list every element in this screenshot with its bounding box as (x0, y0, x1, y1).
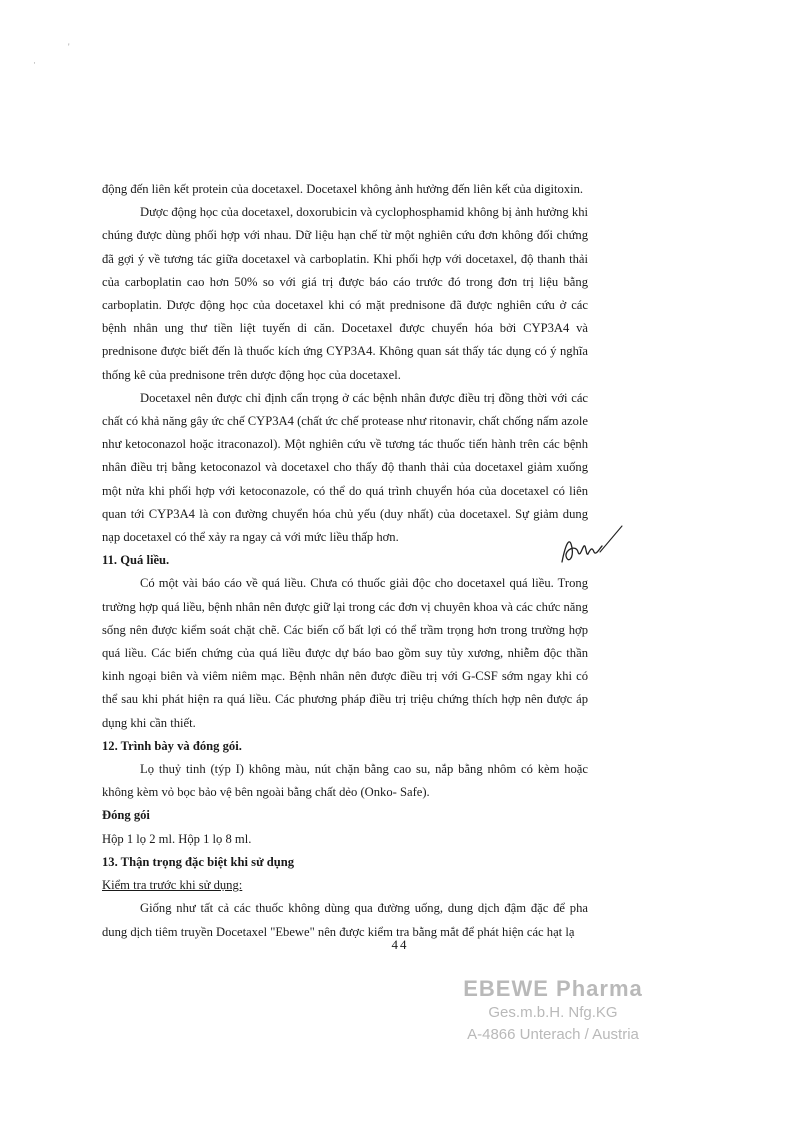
document-body (102, 178, 588, 944)
section-heading: 11. Quá liều. (102, 553, 170, 568)
paragraph: Lọ thuỷ tinh (týp I) không màu, nút chặn bằng cao su, nắp bằng nhôm có kèm hoặc không kèm vỏ bọc bảo vệ bên ngoài bằng chất dẻo (Onko- Safe). (102, 762, 588, 800)
handwritten-signature (556, 522, 626, 570)
paragraph: Dược động học của docetaxel, doxorubicin và cyclophosphamid không bị ảnh hưởng khi chúng được dùng phối hợp với nhau. Dữ liệu hạn chế từ một nghiên cứu đơn không đối chứng đã gợi ý về tương tác giữa docetaxel và carboplatin. Khi phối hợp với docetaxel, độ thanh thải của carboplatin cao hơn 50% so với giá trị được báo cáo trước đó trong đơn trị liệu bằng carboplatin. Dược động học của docetaxel khi có mặt prednisone đã được nghiên cứu ở các bệnh nhân ung thư tiền liệt tuyến di căn. Docetaxel được chuyển hóa bởi CYP3A4 và prednisone được biết đến là thuốc kích ứng CYP3A4. Không quan sát thấy tác dụng có ý nghĩa thống kê của prednisone trên dược động học của docetaxel. (102, 205, 588, 382)
scan-speck: · (33, 58, 36, 68)
stamp-address: A-4866 Unterach / Austria (467, 1026, 639, 1043)
paragraph: Có một vài báo cáo về quá liều. Chưa có thuốc giải độc cho docetaxel quá liều. Trong trường hợp quá liều, bệnh nhân nên được giữ lại trong các đơn vị chuyên khoa và các chức năng sống nên được kiểm soát chặt chẽ. Các biến cố bất lợi có thể trầm trọng hơn trong trường hợp quá liều. Các biến chứng của quá liều được dự báo bao gồm suy tủy xương, nhiễm độc thần kinh ngoại biên và viêm niêm mạc. Bệnh nhân nên được điều trị với G-CSF sớm ngay khi có thể sau khi phát hiện ra quá liều. Các phương pháp điều trị triệu chứng thích hợp nên được áp dụng khi cần thiết. (102, 576, 588, 730)
section-heading: 13. Thận trọng đặc biệt khi sử dụng (102, 854, 295, 869)
paragraph: động đến liên kết protein của docetaxel. Docetaxel không ảnh hưởng đến liên kết của digitoxin. (102, 182, 584, 196)
paragraph: Hộp 1 lọ 2 ml. Hộp 1 lọ 8 ml. (102, 831, 252, 846)
section-heading: 12. Trình bày và đóng gói. (102, 738, 242, 753)
paragraph: Giống như tất cả các thuốc không dùng qua đường uống, dung dịch đậm đặc để pha dung dịch tiêm truyền Docetaxel "Ebewe" nên được kiểm tra bằng mắt để phát hiện các hạt lạ (102, 901, 588, 939)
page-number: 44 (391, 937, 409, 952)
subheading: Đóng gói (102, 808, 150, 823)
scan-speck: ' (68, 42, 70, 52)
stamp-company-name: EBEWE Pharma (463, 976, 643, 1001)
stamp-company-type: Ges.m.b.H. Nfg.KG (488, 1004, 618, 1021)
paragraph: Docetaxel nên được chỉ định cẩn trọng ở các bệnh nhân được điều trị đồng thời với các chất có khả năng gây ức chế CYP3A4 (chất ức chế protease như ritonavir, chất chống nấm azole như ketoconazol hoặc itraconazol). Một nghiên cứu về tương tác thuốc tiến hành trên các bệnh nhân điều trị bằng ketoconazol và docetaxel cho thấy độ thanh thải của docetaxel giảm xuống một nửa khi phối hợp với ketoconazole, có thể do quá trình chuyển hóa của docetaxel có liên quan tới CYP3A4 là con đường chuyển hóa chủ yếu (duy nhất) của docetaxel. Sự giảm dung nạp docetaxel có thể xảy ra ngay cả với mức liều thấp hơn. (102, 390, 588, 545)
company-stamp (448, 976, 658, 1046)
underlined-subheading: Kiểm tra trước khi sử dụng: (102, 878, 243, 893)
